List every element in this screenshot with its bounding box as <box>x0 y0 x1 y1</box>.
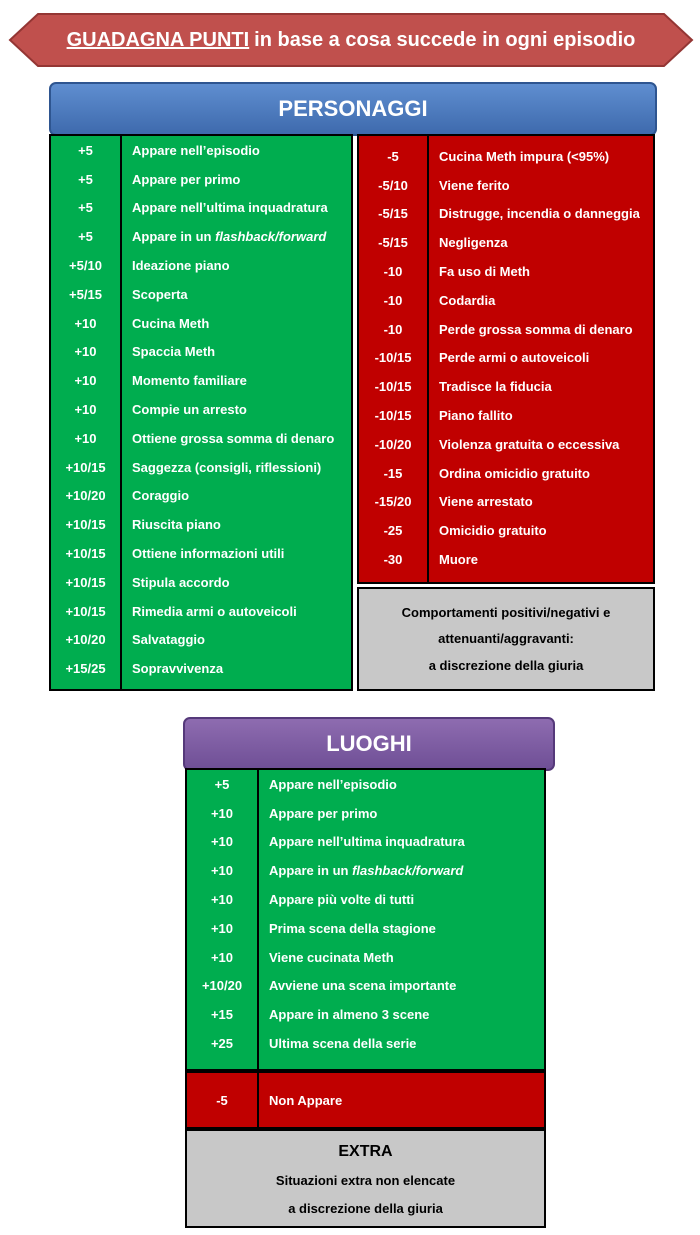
row-points: -5 <box>216 1092 228 1108</box>
row-label: Viene ferito <box>439 177 510 193</box>
table-row <box>51 165 351 194</box>
row-label: Viene cucinata Meth <box>269 949 394 965</box>
row-points: +10/15 <box>65 603 106 619</box>
row-label: Stipula accordo <box>132 574 230 590</box>
banner-title-underlined: GUADAGNA PUNTI <box>66 28 250 51</box>
table-row <box>51 194 351 223</box>
row-label: Prima scena della stagione <box>269 920 436 936</box>
table-row <box>359 142 653 171</box>
row-points: +10 <box>210 834 234 850</box>
row-points: +5/15 <box>69 286 102 302</box>
row-label: Appare nell’ultima inquadratura <box>269 834 465 850</box>
row-label: Omicidio gratuito <box>439 523 547 539</box>
table-row <box>51 366 351 395</box>
table-row <box>51 136 351 165</box>
row-label: Muore <box>439 552 478 568</box>
row-label: Appare nell’episodio <box>269 776 397 792</box>
row-label: Violenza gratuita o eccessiva <box>439 436 620 452</box>
row-points: +10 <box>210 892 234 908</box>
row-points: +10/20 <box>65 488 106 504</box>
row-label: Riuscita piano <box>132 517 221 533</box>
row-points: -10 <box>383 292 403 308</box>
row-points: -5/10 <box>378 177 408 193</box>
table-row <box>51 482 351 511</box>
row-label: Salvataggio <box>132 632 205 648</box>
luoghi-extra-box <box>185 1129 546 1228</box>
row-points: +10 <box>210 949 234 965</box>
row-points: +10 <box>74 344 97 360</box>
luoghi-negative-table <box>185 1071 546 1129</box>
personaggi-discretion-box <box>357 587 655 691</box>
table-row <box>187 1029 544 1058</box>
row-points: -10 <box>383 264 403 280</box>
row-label: Sopravvivenza <box>132 661 224 677</box>
row-label-prefix: Appare in un <box>269 863 353 879</box>
row-points: +10/20 <box>201 978 243 994</box>
row-points: -10/15 <box>374 350 412 366</box>
row-points: +5 <box>78 200 93 216</box>
table-row <box>51 395 351 424</box>
table-row <box>359 545 653 574</box>
banner-title <box>8 12 694 68</box>
row-points: +10 <box>210 805 234 821</box>
table-row <box>51 424 351 453</box>
table-row <box>51 539 351 568</box>
row-points: +10/15 <box>65 459 106 475</box>
row-points: -10/20 <box>374 436 412 452</box>
row-points: +5 <box>214 776 230 792</box>
row-label: Appare in almeno 3 scene <box>269 1007 430 1023</box>
personaggi-negative-table <box>357 134 655 584</box>
row-label: Ordina omicidio gratuito <box>439 465 590 481</box>
row-label: Perde armi o autoveicoli <box>439 350 590 366</box>
row-label: Cucina Meth <box>132 315 210 331</box>
row-label: Appare più volte di tutti <box>269 892 415 908</box>
table-row <box>51 510 351 539</box>
table-row <box>187 885 544 914</box>
extra-title: EXTRA <box>338 1143 393 1161</box>
personaggi-header: PERSONAGGI <box>49 82 657 136</box>
table-row <box>187 943 544 972</box>
table-row <box>187 770 544 799</box>
row-label: Coraggio <box>132 488 190 504</box>
personaggi-positive-table <box>49 134 353 691</box>
row-label: Appare nell’episodio <box>132 142 260 158</box>
luoghi-header: LUOGHI <box>183 717 555 771</box>
row-label: Viene arrestato <box>439 494 533 510</box>
table-row <box>359 516 653 545</box>
row-points: +10 <box>210 920 234 936</box>
table-row <box>51 568 351 597</box>
table-row <box>187 972 544 1001</box>
table-row <box>359 171 653 200</box>
table-row <box>187 914 544 943</box>
row-points: +25 <box>210 1036 234 1052</box>
table-row <box>187 1000 544 1029</box>
row-label: Ottiene grossa somma di denaro <box>132 430 335 446</box>
luoghi-positive-table <box>185 768 546 1071</box>
table-row <box>51 309 351 338</box>
table-row <box>359 344 653 373</box>
row-label <box>257 863 463 878</box>
row-label: Non Appare <box>269 1092 343 1108</box>
row-label: Tradisce la fiducia <box>439 379 552 395</box>
row-label: Appare per primo <box>269 805 378 821</box>
table-row <box>359 315 653 344</box>
row-label: Appare nell’ultima inquadratura <box>132 200 328 216</box>
row-label: Momento familiare <box>132 373 247 389</box>
row-points: -25 <box>383 523 403 539</box>
row-points: +10/15 <box>65 517 106 533</box>
row-label: Compie un arresto <box>132 402 247 418</box>
discretion-line-2: attenuanti/aggravanti: <box>438 631 574 647</box>
row-label: Cucina Meth impura (<95%) <box>439 148 610 164</box>
row-points: +10 <box>210 863 234 879</box>
row-points: +15/25 <box>65 661 106 677</box>
row-label: Fa uso di Meth <box>439 264 530 280</box>
row-label-italic: flashback/forward <box>215 229 327 245</box>
row-points: +10 <box>74 315 97 331</box>
row-points: +10 <box>74 373 97 389</box>
table-row <box>51 280 351 309</box>
row-label: Ottiene informazioni utili <box>132 546 285 562</box>
table-row <box>187 799 544 828</box>
row-points: -30 <box>383 552 403 568</box>
row-label: Codardia <box>439 292 496 308</box>
table-row <box>359 228 653 257</box>
table-row <box>359 430 653 459</box>
row-points: +5/10 <box>69 258 102 274</box>
row-label-italic: flashback/forward <box>352 863 464 879</box>
extra-line-2: a discrezione della giuria <box>288 1200 443 1216</box>
row-points: +5 <box>78 171 93 187</box>
discretion-line-1: Comportamenti positivi/negativi e <box>401 604 611 620</box>
row-points: +10/15 <box>65 546 106 562</box>
row-label: Avviene una scena importante <box>269 978 457 994</box>
table-row <box>187 828 544 857</box>
table-row <box>187 856 544 885</box>
row-label: Distrugge, incendia o danneggia <box>439 206 640 222</box>
row-points: +5 <box>78 142 93 158</box>
table-row <box>51 626 351 655</box>
row-points: +10/20 <box>65 632 106 648</box>
table-row <box>187 1085 544 1115</box>
row-label: Perde grossa somma di denaro <box>439 321 633 337</box>
extra-line-1: Situazioni extra non elencate <box>275 1173 456 1189</box>
table-row <box>359 488 653 517</box>
row-points: +10 <box>74 430 97 446</box>
row-points: -5/15 <box>378 206 408 222</box>
table-row <box>359 286 653 315</box>
row-points: -15/20 <box>374 494 412 510</box>
table-row <box>51 338 351 367</box>
row-points: +10/15 <box>65 574 106 590</box>
discretion-line-3: a discrezione della giuria <box>428 658 584 674</box>
row-points: -5 <box>387 148 399 164</box>
row-points: -15 <box>383 465 403 481</box>
row-points: -5/15 <box>378 235 408 251</box>
table-row <box>51 222 351 251</box>
row-points: +10 <box>74 402 97 418</box>
table-row <box>359 257 653 286</box>
row-points: -10/15 <box>374 379 412 395</box>
row-label: Spaccia Meth <box>132 344 216 360</box>
banner-title-rest: in base a cosa succede in ogni episodio <box>254 28 636 51</box>
row-points: +5 <box>78 229 93 245</box>
row-label: Piano fallito <box>439 408 513 424</box>
table-row <box>51 453 351 482</box>
row-label: Saggezza (consigli, riflessioni) <box>132 459 322 475</box>
table-row <box>51 251 351 280</box>
table-row <box>359 372 653 401</box>
row-label: Scoperta <box>132 286 188 302</box>
row-points: -10 <box>383 321 403 337</box>
row-label: Ideazione piano <box>132 258 230 274</box>
row-label: Negligenza <box>439 235 508 251</box>
row-label: Ultima scena della serie <box>269 1036 417 1052</box>
row-points: -10/15 <box>374 408 412 424</box>
title-banner <box>8 12 694 68</box>
table-row <box>51 654 351 683</box>
row-label-prefix: Appare in un <box>132 229 216 245</box>
row-points: +15 <box>210 1007 234 1023</box>
row-label <box>120 229 326 244</box>
row-label: Rimedia armi o autoveicoli <box>132 603 297 619</box>
table-row <box>359 459 653 488</box>
row-label: Appare per primo <box>132 171 241 187</box>
table-row <box>51 597 351 626</box>
table-row <box>359 200 653 229</box>
table-row <box>359 401 653 430</box>
